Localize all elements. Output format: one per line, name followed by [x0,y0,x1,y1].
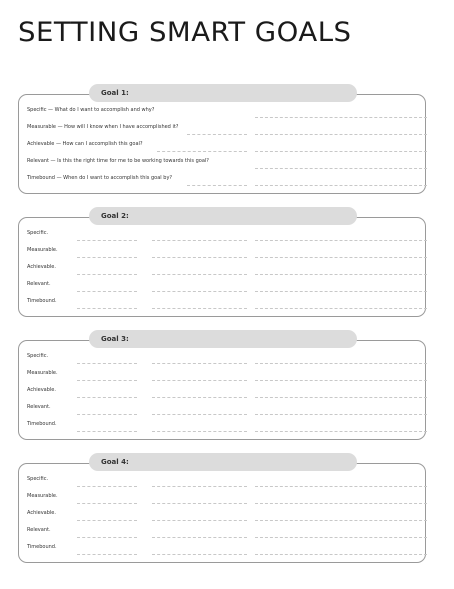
answer-line [157,151,247,152]
goal-row-timebound[interactable] [27,298,417,308]
row-label: Timebound. [27,544,57,550]
goal-row-specific[interactable] [27,353,417,363]
answer-line [255,274,427,275]
answer-line [255,397,427,398]
row-label: Achievable. [27,510,56,516]
answer-line [255,363,427,364]
answer-line [255,486,427,487]
goal-row-achievable[interactable] [27,264,417,274]
goal-row-relevant[interactable] [27,158,417,168]
answer-line [255,537,427,538]
goal-row-specific[interactable] [27,476,417,486]
goal-card-1 [18,89,426,194]
answer-line [255,414,427,415]
answer-line [152,554,247,555]
answer-line [255,240,427,241]
row-label: Specific. [27,476,49,482]
goal-row-relevant[interactable] [27,281,417,291]
answer-line [77,537,137,538]
goal-row-measurable[interactable] [27,124,417,134]
goal-row-specific[interactable] [27,107,417,117]
answer-line [77,257,137,258]
answer-line [77,554,137,555]
answer-line [152,363,247,364]
goal-card-4 [18,458,426,563]
goal-row-achievable[interactable] [27,387,417,397]
goal-row-timebound[interactable] [27,421,417,431]
answer-line [77,486,137,487]
answer-line [77,520,137,521]
goal-heading: Goal 3: [89,330,357,348]
row-label: Timebound — When do I want to accomplish this goal by? [27,175,173,181]
row-label: Measurable. [27,370,58,376]
answer-line [152,486,247,487]
answer-line [255,185,427,186]
answer-line [152,520,247,521]
answer-line [77,414,137,415]
goal-row-relevant[interactable] [27,527,417,537]
row-label: Relevant. [27,527,51,533]
answer-line [77,240,137,241]
answer-line [77,308,137,309]
answer-line [255,380,427,381]
answer-line [152,308,247,309]
answer-line [152,274,247,275]
goal-card-3 [18,335,426,440]
answer-line [255,257,427,258]
row-label: Relevant. [27,404,51,410]
goal-row-measurable[interactable] [27,247,417,257]
answer-line [77,397,137,398]
answer-line [152,291,247,292]
goal-row-measurable[interactable] [27,370,417,380]
goal-heading: Goal 4: [89,453,357,471]
answer-line [77,274,137,275]
row-label: Relevant — Is this the right time for me to be working towards this goal? [27,158,209,164]
answer-line [255,308,427,309]
answer-line [255,554,427,555]
answer-line [77,431,137,432]
row-label: Achievable — How can I accomplish this goal? [27,141,143,147]
answer-line [255,520,427,521]
row-label: Relevant. [27,281,51,287]
row-label: Measurable. [27,247,58,253]
goal-heading: Goal 1: [89,84,357,102]
goal-row-timebound[interactable] [27,175,417,185]
answer-line [77,380,137,381]
row-label: Achievable. [27,264,56,270]
answer-line [255,291,427,292]
answer-line [77,503,137,504]
goal-heading: Goal 2: [89,207,357,225]
goal-row-achievable[interactable] [27,141,417,151]
row-label: Measurable. [27,493,58,499]
goal-row-measurable[interactable] [27,493,417,503]
row-label: Measurable — How will I know when I have accomplished it? [27,124,179,130]
answer-line [255,168,427,169]
answer-line [77,363,137,364]
answer-line [152,503,247,504]
goal-row-specific[interactable] [27,230,417,240]
answer-line [187,134,247,135]
answer-line [152,257,247,258]
answer-line [152,240,247,241]
answer-line [152,537,247,538]
page-title: SETTING SMART GOALS [18,17,352,48]
answer-line [152,397,247,398]
row-label: Timebound. [27,421,57,427]
answer-line [187,185,247,186]
row-label: Timebound. [27,298,57,304]
goal-row-achievable[interactable] [27,510,417,520]
row-label: Specific — What do I want to accomplish and why? [27,107,155,113]
row-label: Achievable. [27,387,56,393]
answer-line [255,151,427,152]
answer-line [152,380,247,381]
row-label: Specific. [27,353,49,359]
goal-card-2 [18,212,426,317]
answer-line [152,414,247,415]
row-label: Specific. [27,230,49,236]
goal-row-timebound[interactable] [27,544,417,554]
goal-row-relevant[interactable] [27,404,417,414]
answer-line [255,117,427,118]
answer-line [77,291,137,292]
answer-line [255,134,427,135]
answer-line [152,431,247,432]
answer-line [255,431,427,432]
answer-line [255,503,427,504]
